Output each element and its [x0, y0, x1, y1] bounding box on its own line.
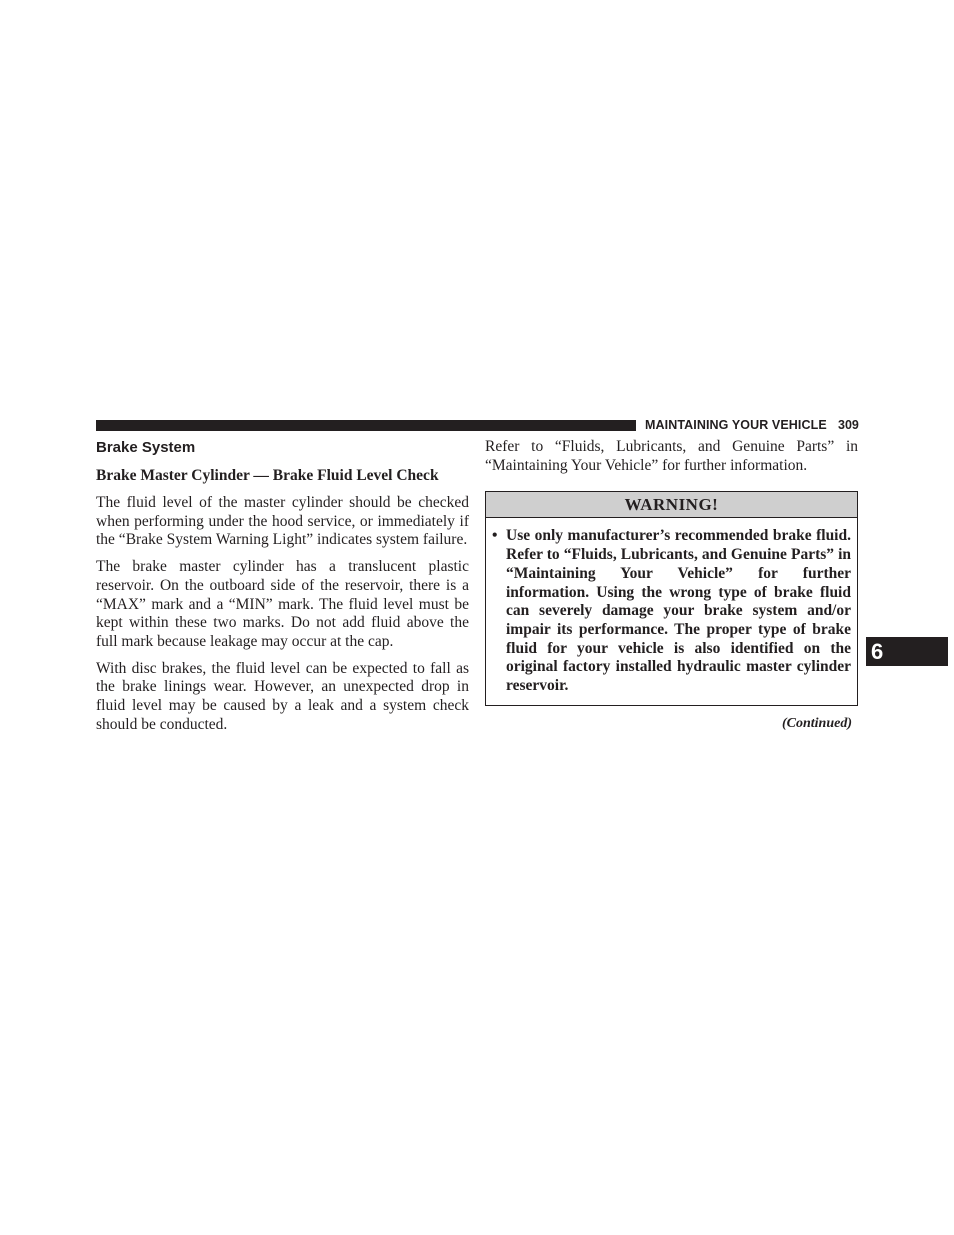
warning-title: WARNING!: [486, 492, 857, 518]
paragraph-refer: Refer to “Fluids, Lubricants, and Genuine Parts” in “Maintaining Your Vehicle” for further information.: [485, 438, 858, 474]
continued-label: (Continued): [781, 715, 852, 731]
bullet-icon: •: [492, 527, 498, 545]
section-heading: Brake System: [96, 439, 196, 456]
warning-body: [486, 518, 857, 704]
warning-box: [485, 491, 858, 705]
paragraph-reservoir: The brake master cylinder has a translucent plastic reservoir. On the outboard side of the reservoir, there is a “MAX” mark and a “MIN” mark. The fluid level must be kept within these two marks. Do not add fluid above the full mark because leakage may occur at the cap.: [96, 558, 469, 650]
sub-heading: Brake Master Cylinder — Brake Fluid Level Check: [96, 467, 439, 484]
right-column: [485, 438, 858, 732]
section-tab: 6: [866, 637, 948, 666]
paragraph-disc-brakes: With disc brakes, the fluid level can be expected to fall as the brake linings wear. However, an unexpected drop in fluid level may be caused by a leak and a system check should be conducted.: [96, 659, 469, 733]
left-column: [96, 438, 469, 734]
header-rule: [96, 420, 636, 431]
page-number: 309: [838, 418, 859, 432]
warning-text: Use only manufacturer’s recommended brake fluid. Refer to “Fluids, Lubricants, and Genuine Parts” in “Maintaining Your Vehicle” for further information. Using the wrong type of brake fluid can severely damage your brake system and/or impair its performance. The proper type of brake fluid for your vehicle is also identified on the original factory installed hydraulic master cylinder reservoir.: [506, 527, 851, 695]
paragraph-fluid-level: The fluid level of the master cylinder should be checked when performing under the hood service, or immediately if the “Brake System Warning Light” indicates system failure.: [96, 494, 469, 549]
running-header-title: MAINTAINING YOUR VEHICLE: [645, 418, 827, 432]
